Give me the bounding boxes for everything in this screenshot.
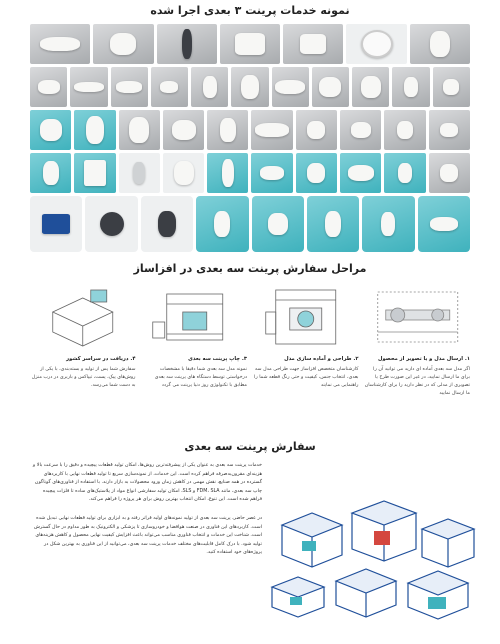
process-title: مراحل سفارش پرینت سه بعدی در افزاساز	[133, 262, 367, 275]
gallery-image[interactable]	[30, 24, 90, 64]
order-description	[30, 462, 262, 568]
printer-machine-icon	[352, 501, 416, 561]
step-title: ۲. طراحی و آماده سازی مدل	[284, 356, 359, 362]
process-step	[365, 282, 471, 398]
gallery-image[interactable]	[70, 67, 107, 107]
gallery-image[interactable]	[93, 24, 153, 64]
gallery-image[interactable]	[141, 196, 193, 252]
gallery-image[interactable]	[157, 24, 217, 64]
design-model-icon	[253, 282, 359, 352]
process-steps	[30, 282, 470, 398]
gallery-image[interactable]	[418, 196, 470, 252]
gallery-image[interactable]	[74, 110, 115, 150]
gallery-image[interactable]	[307, 196, 359, 252]
gallery-image[interactable]	[429, 153, 470, 193]
sample-gallery	[30, 24, 470, 255]
send-model-icon	[365, 282, 471, 352]
gallery-image[interactable]	[252, 196, 304, 252]
printers-illustration	[262, 495, 482, 625]
gallery-image[interactable]	[362, 196, 414, 252]
step-title: ۱. ارسال مدل و یا تصویر از محصول	[378, 356, 470, 362]
gallery-image[interactable]	[30, 110, 71, 150]
gallery-image[interactable]	[352, 67, 389, 107]
step-description: سفارش شما پس از تولید و بسته‌بندی، با یکی از روش‌های پیک، پست، تیپاکس و باربری در درب منزل به دست شما می‌رسد.	[31, 367, 136, 388]
gallery-image[interactable]	[119, 110, 160, 150]
gallery-image[interactable]	[74, 153, 115, 193]
step-title: ۳. چاپ پرینت سه بعدی	[188, 356, 247, 362]
gallery-image[interactable]	[433, 67, 470, 107]
gallery-row	[30, 67, 470, 107]
gallery-image[interactable]	[231, 67, 268, 107]
gallery-image[interactable]	[163, 153, 204, 193]
gallery-image[interactable]	[207, 110, 248, 150]
gallery-image[interactable]	[30, 67, 67, 107]
printer-machine-icon	[336, 569, 396, 617]
gallery-image[interactable]	[346, 24, 406, 64]
step-description: اگر مدل سه بعدی آماده ای دارید می توانید آن را برای ما ارسال نمایید، در غیر این صورت طرح یا تصویری از مدلی که در نظر دارید را برای کارشناسان ما ارسال نمایید	[364, 367, 470, 396]
gallery-image[interactable]	[251, 110, 292, 150]
gallery-image[interactable]	[410, 24, 470, 64]
gallery-image[interactable]	[384, 110, 425, 150]
printer-machine-icon	[282, 513, 342, 567]
gallery-image[interactable]	[163, 110, 204, 150]
printer-machine-icon	[408, 571, 468, 619]
gallery-image[interactable]	[196, 196, 248, 252]
gallery-image[interactable]	[85, 196, 137, 252]
gallery-image[interactable]	[340, 110, 381, 150]
printer-machine-icon	[422, 519, 474, 567]
printer-icon	[142, 282, 248, 352]
page-title: نمونه خدمات پرینت ۳ بعدی اجرا شده	[150, 4, 350, 17]
gallery-image[interactable]	[312, 67, 349, 107]
gallery-image[interactable]	[429, 110, 470, 150]
order-paragraph: در عصر حاضر، پرینت سه بعدی از تولید نمونه‌های اولیه فراتر رفته و به ابزاری برای تولید قطعات نهایی تبدیل شده است. کاربردهای این فناوری در صنعت هوافضا و خودروسازی تا پزشکی و الکترونیک به طور مداوم در حال گسترش است. شناخت این خدمات و انتخاب فناوری مناسب می‌تواند باعث افزایش کیفیت نهایی محصول و کاهش هزینه‌های تولید شود. با درک کامل قابلیت‌های مختلف خدمات پرینت سه بعدی، می‌توانید از این فناوری به بهترین شکل در پروژه‌های خود استفاده کنید.	[34, 515, 262, 556]
gallery-image[interactable]	[30, 153, 71, 193]
gallery-image[interactable]	[191, 67, 228, 107]
gallery-image[interactable]	[30, 196, 82, 252]
gallery-image[interactable]	[340, 153, 381, 193]
process-step	[30, 282, 136, 398]
order-title: سفارش پرینت سه بعدی	[184, 440, 316, 453]
gallery-image[interactable]	[251, 153, 292, 193]
gallery-image[interactable]	[220, 24, 280, 64]
gallery-image[interactable]	[119, 153, 160, 193]
gallery-image[interactable]	[296, 110, 337, 150]
process-step	[253, 282, 359, 398]
gallery-image[interactable]	[283, 24, 343, 64]
gallery-row	[30, 24, 470, 64]
step-title: ۴. دریافت در سراسر کشور	[66, 356, 136, 362]
gallery-row	[30, 110, 470, 150]
step-description: نمونه مدل سه بعدی شما دقیقا با مشخصات درخواستی توسط دستگاه های پرینت سه بعدی مطابق با تکنولوژی روز دنیا پرینت می گردد	[154, 367, 247, 388]
step-description: کارشناسان متخصص افزاساز جهت طراحی مدل سه بعدی، انتخاب جنس، کیفیت و حتی رنگ قطعه شما را راهنمایی می نمایند	[254, 367, 359, 388]
gallery-row	[30, 196, 470, 252]
gallery-image[interactable]	[111, 67, 148, 107]
gallery-image[interactable]	[384, 153, 425, 193]
gallery-image[interactable]	[207, 153, 248, 193]
order-paragraph: خدمات پرینت سه بعدی به عنوان یکی از پیشرفته‌ترین روش‌ها، امکان تولید قطعات پیچیده و دقیق را با سرعت بالا و هزینه‌ای مقرون‌به‌صرفه فراهم کرده است. این خدمات، از نمونه‌سازی سریع تا تولید قطعات نهایی با کاربردهای گسترده در همه صنایع، نقش مهمی در کاهش زمان ورود محصولات به بازار دارند. با استفاده از فناوری‌های گوناگون چاپ سه بعدی، مانند FDM، SLA و SLS، امکان تولید سفارشی انواع مواد از پلاستیک‌های ساده تا فلزات پیچیده فراهم شده است. این تنوع، امکان انتخاب بهترین روش برای هر پروژه را فراهم می‌کند.	[32, 463, 262, 503]
gallery-image[interactable]	[296, 153, 337, 193]
gallery-image[interactable]	[392, 67, 429, 107]
gallery-row	[30, 153, 470, 193]
process-step	[142, 282, 248, 398]
delivery-icon	[30, 282, 136, 352]
gallery-image[interactable]	[151, 67, 188, 107]
printer-machine-icon	[272, 577, 324, 617]
gallery-image[interactable]	[272, 67, 309, 107]
